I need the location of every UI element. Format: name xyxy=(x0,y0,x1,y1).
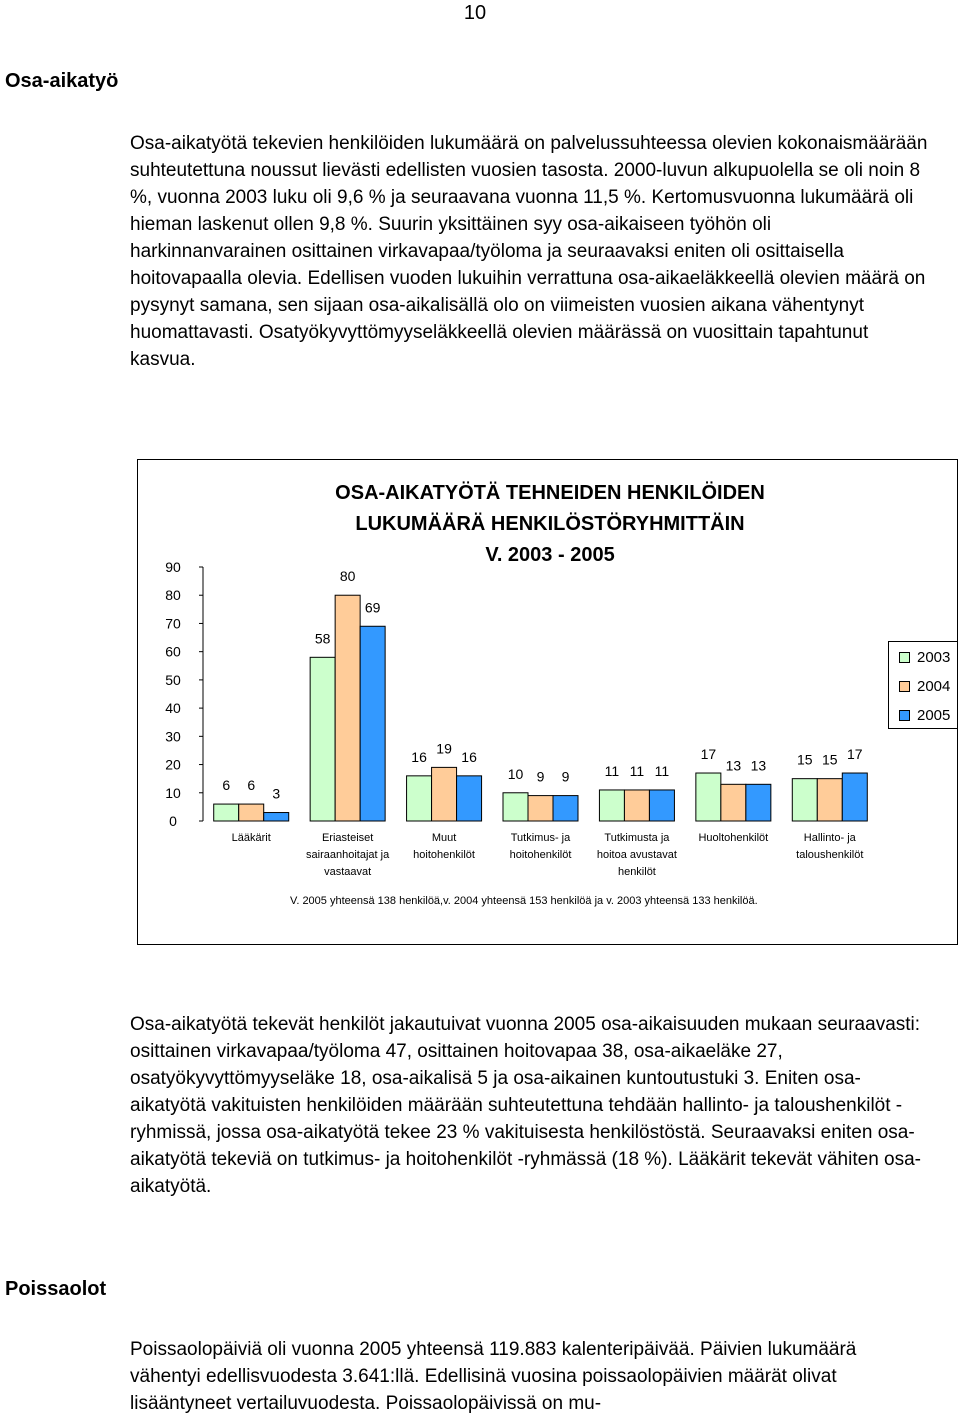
section-heading-part-time: Osa-aikatyö xyxy=(5,70,119,92)
legend-item-2004 xyxy=(899,676,950,696)
intro-paragraph: Osa-aikatyötä tekevien henkilöiden lukumäärä on palvelussuhteessa olevien kokonaismäärään suhteutettuna noussut lievästi edellisten vuosien tasosta. 2000-luvun alkupuolella se oli noin 8 %, vuonna 2003 luku oli 9,6 % ja seuraavana vuonna 11,5 %. Kertomusvuonna lukumäärä oli hieman laskenut ollen 9,8 %. Suurin yksittäinen syy osa-aikaiseen työhön oli harkinnanvarainen osittainen virkavapaa/työloma ja seuraavaksi eniten oli osittaisella hoitovapaalla olevia. Edellisen vuoden lukuihin verrattuna osa-aikaeläkkeellä olevien määrä on pysynyt samana, sen sijaan osa-aikalisällä olo on viimeisten vuosien aikana vähentynyt huomattavasti. Osatyökyvyttömyyseläkkeellä olevien määrässä on vuosittain tapahtunut kasvua. xyxy=(130,133,928,370)
section-heading-absence: Poissaolot xyxy=(5,1278,107,1300)
legend-swatch-2004 xyxy=(899,681,910,692)
bar xyxy=(746,784,771,821)
category-label: vastaavat xyxy=(324,866,372,878)
y-tick-label: 20 xyxy=(165,756,181,773)
bar xyxy=(335,595,360,821)
data-label: 16 xyxy=(411,748,427,765)
chart-title-line-1: OSA-AIKATYÖTÄ TEHNEIDEN HENKILÖIDEN xyxy=(335,482,765,504)
bar xyxy=(649,790,674,821)
legend-label-2003: 2003 xyxy=(917,648,951,666)
category-label: Tutkimus- ja xyxy=(510,832,571,844)
y-tick-label: 40 xyxy=(165,700,181,717)
chart-title xyxy=(270,478,830,571)
data-label: 9 xyxy=(536,768,545,785)
bar xyxy=(817,779,842,821)
page-number: 10 xyxy=(463,2,487,24)
data-label: 80 xyxy=(339,568,356,585)
legend-swatch-2003 xyxy=(899,652,910,663)
legend-label-2004: 2004 xyxy=(917,677,951,695)
chart-title-line-2: LUKUMÄÄRÄ HENKILÖSTÖRYHMITTÄIN xyxy=(355,513,745,535)
category-label: hoitohenkilöt xyxy=(413,849,475,861)
bar xyxy=(503,793,528,821)
data-label: 69 xyxy=(364,599,381,616)
data-label: 17 xyxy=(846,746,863,763)
data-label: 9 xyxy=(561,768,570,785)
chart-legend xyxy=(888,641,958,729)
y-tick-label: 0 xyxy=(169,813,177,829)
category-label: hoitoa avustavat xyxy=(596,849,677,861)
legend-item-2005 xyxy=(899,705,950,725)
y-tick-label: 60 xyxy=(165,643,181,660)
data-label: 11 xyxy=(629,762,645,779)
bar xyxy=(599,790,624,821)
category-label: Muut xyxy=(431,832,457,844)
bar xyxy=(842,773,867,821)
category-label: Tutkimusta ja xyxy=(604,832,670,844)
y-tick-label: 90 xyxy=(165,559,181,575)
data-label: 19 xyxy=(436,740,452,757)
data-label: 3 xyxy=(272,785,281,802)
category-label: Huoltohenkilöt xyxy=(698,832,769,844)
bar xyxy=(432,767,457,821)
data-label: 13 xyxy=(750,757,767,774)
category-label: Eriasteiset xyxy=(321,832,374,844)
data-label: 13 xyxy=(725,757,742,774)
y-tick-label: 80 xyxy=(165,587,181,604)
bar xyxy=(696,773,721,821)
category-label: Hallinto- ja xyxy=(803,832,856,844)
data-label: 17 xyxy=(700,746,717,763)
chart-footnote: V. 2005 yhteensä 138 henkilöä,v. 2004 yhteensä 153 henkilöä ja v. 2003 yhteensä 133 henkilöä. xyxy=(290,895,758,907)
category-label: henkilöt xyxy=(617,866,656,878)
y-tick-label: 70 xyxy=(165,615,181,632)
category-label: sairaanhoitajat ja xyxy=(306,849,390,861)
bar xyxy=(239,804,264,821)
data-label: 15 xyxy=(821,751,838,768)
category-label: Lääkärit xyxy=(231,832,271,844)
bar xyxy=(553,796,578,821)
data-label: 10 xyxy=(507,765,524,782)
data-label: 15 xyxy=(796,751,813,768)
data-label: 6 xyxy=(222,777,231,794)
bar xyxy=(214,804,239,821)
bar xyxy=(310,657,335,821)
bar xyxy=(457,776,482,821)
bar xyxy=(264,813,289,821)
data-label: 16 xyxy=(461,748,477,765)
bar xyxy=(528,796,553,821)
legend-swatch-2005 xyxy=(899,710,910,721)
y-tick-label: 10 xyxy=(165,784,181,801)
bar xyxy=(360,626,385,821)
data-label: 11 xyxy=(604,762,620,779)
distribution-paragraph: Osa-aikatyötä tekevät henkilöt jakautuivat vuonna 2005 osa-aikaisuuden mukaan seuraavasti: osittainen virkavapaa/työloma 47, osittainen hoitovapaa 38, osa-aikaeläke 27, osatyökyvyttömyyseläke 18, osa-aikalisä 5 ja osa-aikainen kuntoutustuki 3. Eniten osa-aikatyötä vakituisten henkilöiden määrään suhteutettuna tehdään hallinto- ja taloushenkilöt -ryhmissä, jossa osa-aikatyötä tekee 23 % vakituisesta henkilöstöstä. Seuraavaksi eniten osa-aikatyötä tekeviä on tutkimus- ja hoitohenkilöt -ryhmässä (18 %). Lääkärit tekevät vähiten osa-aikatyötä. xyxy=(130,1014,921,1197)
bar xyxy=(721,784,746,821)
chart-title-line-3: V. 2003 - 2005 xyxy=(485,544,615,566)
bar xyxy=(407,776,432,821)
bar xyxy=(624,790,649,821)
absence-paragraph: Poissaolopäiviä oli vuonna 2005 yhteensä 119.883 kalenteripäivää. Päivien lukumäärä vähentyi edellisvuodesta 3.641:llä. Edellisinä vuosina poissaolopäivien määrät olivat lisääntyneet vertailuvuodesta. Poissaolopäivissä on mu- xyxy=(130,1339,857,1414)
y-tick-label: 50 xyxy=(165,671,181,688)
data-label: 11 xyxy=(654,762,670,779)
legend-item-2003 xyxy=(899,647,950,667)
y-tick-label: 30 xyxy=(165,728,181,745)
bar xyxy=(792,779,817,821)
legend-label-2005: 2005 xyxy=(917,706,951,724)
category-label: taloushenkilöt xyxy=(796,849,864,861)
category-label: hoitohenkilöt xyxy=(509,849,572,861)
data-label: 58 xyxy=(314,630,331,647)
data-label: 6 xyxy=(247,777,256,794)
